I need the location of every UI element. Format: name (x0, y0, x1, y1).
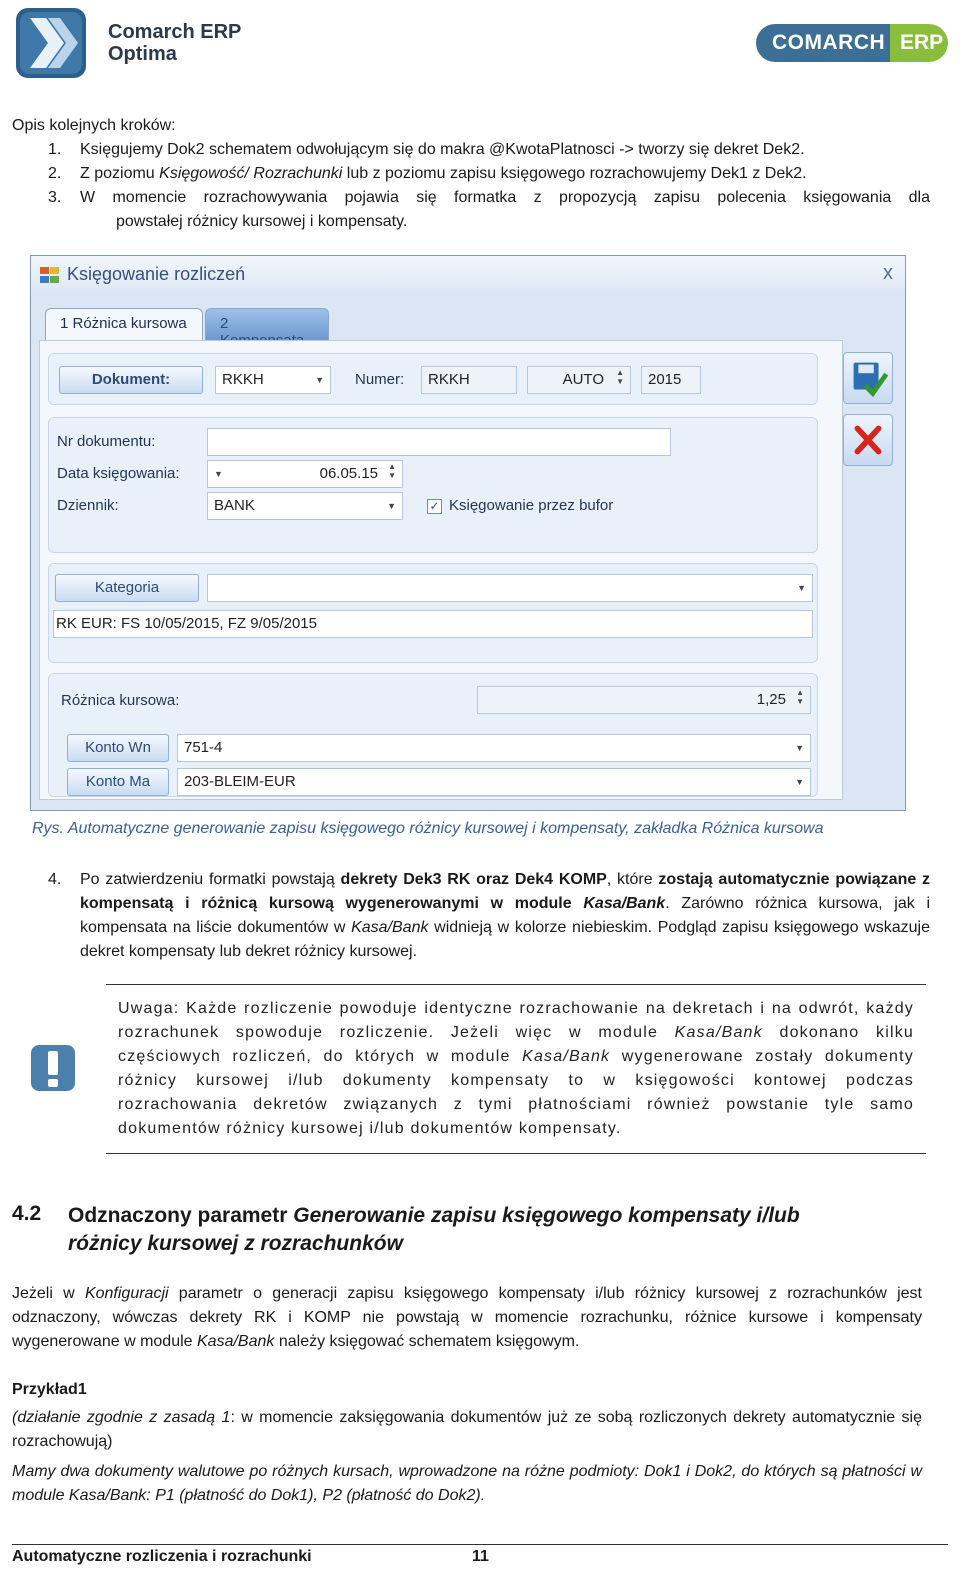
exclamation-icon (30, 1044, 76, 1092)
step-2 (48, 162, 930, 186)
dokument-select[interactable]: RKKH ▼ (215, 366, 331, 394)
step-number: 2. (48, 165, 62, 182)
numer-label: Numer: (355, 371, 405, 388)
example-heading: Przykład1 (12, 1381, 87, 1398)
tab-panel (39, 340, 843, 800)
step-3 (48, 186, 930, 234)
data-ksiegowania-input[interactable]: ▼ 06.05.15 ▲ ▼ (207, 460, 403, 488)
chevron-down-icon: ▼ (795, 777, 804, 787)
bufor-label: Księgowanie przez bufor (449, 497, 614, 514)
kategoria-group (48, 563, 818, 663)
section-title: Odznaczony parametr Generowanie zapisu księgowego kompensaty i/lub różnicy kursowej z rozrachunków (68, 1204, 800, 1255)
comarch-optima-logo (16, 8, 241, 78)
comarch-erp-logo (756, 24, 948, 62)
paragraph-konfiguracja: Jeżeli w Konfiguracji parametr o generacji zapisu księgowego kompensaty i/lub różnicy kursowej z rozrachunków jest odznaczony, wówczas dekrety RK i KOMP nie powstają w momencie rozrachunku, różnice kursowe i kompensaty wygenerowane w module Kasa/Bank należy księgować schematem księgowym. (12, 1285, 922, 1350)
menu-path: Księgowość/ Rozrachunki (159, 165, 343, 182)
year-field[interactable]: 2015 (641, 366, 701, 394)
numer-field[interactable]: RKKH (421, 366, 517, 394)
chevron-down-icon[interactable]: ▼ (214, 469, 223, 479)
kategoria-select[interactable] (207, 574, 813, 602)
tab-kompensata[interactable]: 2 (205, 308, 329, 340)
optima-logo-icon (16, 8, 86, 78)
spinner-icon[interactable]: ▲ ▼ (796, 688, 804, 706)
steps-intro: Opis kolejnych kroków: (12, 117, 176, 134)
section-number: 4.2 (12, 1202, 42, 1225)
step-text: Z poziomu Księgowość/ Rozrachunki lub z poziomu zapisu księgowego rozrachowujemy Dek1 z Dek2. (80, 165, 807, 182)
footer-divider (12, 1544, 948, 1545)
brand-name-line2: Optima (108, 43, 177, 65)
ksiegowanie-rozliczen-dialog (30, 255, 906, 811)
dziennik-select[interactable]: BANK ▼ (207, 492, 403, 520)
dokument-button[interactable]: Dokument: (59, 366, 203, 394)
spinner-icon[interactable]: ▲ ▼ (388, 462, 396, 480)
save-confirm-icon (844, 353, 892, 403)
dziennik-label: Dziennik: (57, 497, 119, 514)
data-ksiegowania-label: Data księgowania: (57, 465, 180, 482)
step-4 (48, 868, 930, 964)
konto-wn-select[interactable]: 751-4 ▼ (177, 734, 811, 762)
dialog-titlebar (31, 256, 905, 292)
step-text: Księgujemy Dok2 schematem odwołującym się do makra @KwotaPlatnosci -> tworzy się dekret Dek2. (80, 141, 805, 158)
auto-number-field[interactable]: AUTO ▲ ▼ (527, 366, 631, 394)
paragraph-zasada: (działanie zgodnie z zasadą 1: w momencie zaksięgowania dokumentów już ze sobą rozliczonych dekrety automatycznie się rozrachowują) (12, 1409, 922, 1450)
cancel-button[interactable] (843, 414, 893, 466)
erp-logo-text: ERP (890, 24, 948, 62)
confirm-button[interactable] (843, 352, 893, 404)
chevron-down-icon: ▼ (387, 501, 396, 511)
page-number: 11 (472, 1548, 489, 1565)
roznica-group (48, 673, 818, 797)
brand-name-line1: Comarch ERP (108, 21, 242, 43)
step-number: 1. (48, 141, 62, 158)
tab-roznica-kursowa[interactable]: 1 Różnica kursowa (45, 308, 203, 340)
window-app-icon (39, 265, 61, 285)
konto-wn-button[interactable]: Konto Wn (67, 734, 169, 762)
bufor-checkbox[interactable]: ✓ (427, 499, 442, 514)
step-text: Po zatwierdzeniu formatki powstają dekrety Dek3 RK oraz Dek4 KOMP, które zostają automatycznie powiązane z kompensatą i różnicą kursową wygenerowanymi w module Kasa/Bank. Zarówno różnica kursowa, jak i kompensata na liście dokumentów w Kasa/Bank widnieją w kolorze niebieskim. Podgląd zapisu księgowego wskazuje dekret kompensaty lub dekret różnicy kursowej. (80, 871, 931, 960)
step-text-line2: powstałej różnicy kursowej i kompensaty. (116, 213, 408, 230)
roznica-kursowa-field[interactable]: 1,25 ▲ ▼ (477, 686, 811, 714)
dialog-title: Księgowanie rozliczeń (67, 264, 246, 284)
step-text-line1: W momencie rozrachowywania pojawia się formatka z propozycją zapisu polecenia księgowania dla (80, 189, 930, 206)
comarch-logo-text: COMARCH (756, 24, 890, 62)
chevron-down-icon: ▼ (315, 375, 324, 385)
kategoria-button[interactable]: Kategoria (55, 574, 199, 602)
nr-dokumentu-label: Nr dokumentu: (57, 433, 156, 450)
details-group (48, 417, 818, 553)
note-text: Uwaga: Każde rozliczenie powoduje identyczne rozrachowanie na dekretach i na odwrót, każdy rozrachunek spowoduje rozliczenie. Jeżeli więc w module Kasa/Bank dokonano kilku częściowych rozliczeń, do których w module Kasa/Bank wygenerowane zostały dokumenty różnicy kursowej i/lub dokumenty kompensaty to w księgowości kontowej podczas rozrachowania dekretów związanych z tymi płatnościami również powstanie tyle samo dokumentów różnicy kursowej i/lub dokumentów kompensaty. (118, 1000, 914, 1137)
chevron-down-icon: ▼ (797, 583, 806, 593)
step-number: 3. (48, 189, 62, 206)
roznica-kursowa-label: Różnica kursowa: (61, 692, 180, 709)
nr-dokumentu-input[interactable] (207, 428, 671, 456)
figure-caption: Rys. Automatyczne generowanie zapisu księgowego różnicy kursowej i kompensaty, zakładka Różnica kursowa (32, 820, 824, 837)
note-box (106, 984, 926, 1154)
step-1 (48, 138, 930, 162)
konto-ma-select[interactable]: 203-BLEIM-EUR ▼ (177, 768, 811, 796)
document-group (48, 353, 818, 405)
cancel-x-icon (844, 415, 892, 465)
step-number: 4. (48, 871, 62, 888)
opis-input[interactable]: RK EUR: FS 10/05/2015, FZ 9/05/2015 (53, 610, 813, 638)
konto-ma-button[interactable]: Konto Ma (67, 768, 169, 796)
chevron-down-icon: ▼ (795, 743, 804, 753)
paragraph-example: Mamy dwa dokumenty walutowe po różnych kursach, wprowadzone na różne podmioty: Dok1 i Dok2, do których są płatności w module Kasa/Bank: P1 (płatność do Dok1), P2 (płatność do Dok2). (12, 1463, 922, 1504)
footer-title: Automatyczne rozliczenia i rozrachunki (12, 1548, 312, 1565)
close-icon[interactable]: x (883, 262, 893, 284)
spinner-icon[interactable]: ▲ ▼ (616, 368, 624, 386)
